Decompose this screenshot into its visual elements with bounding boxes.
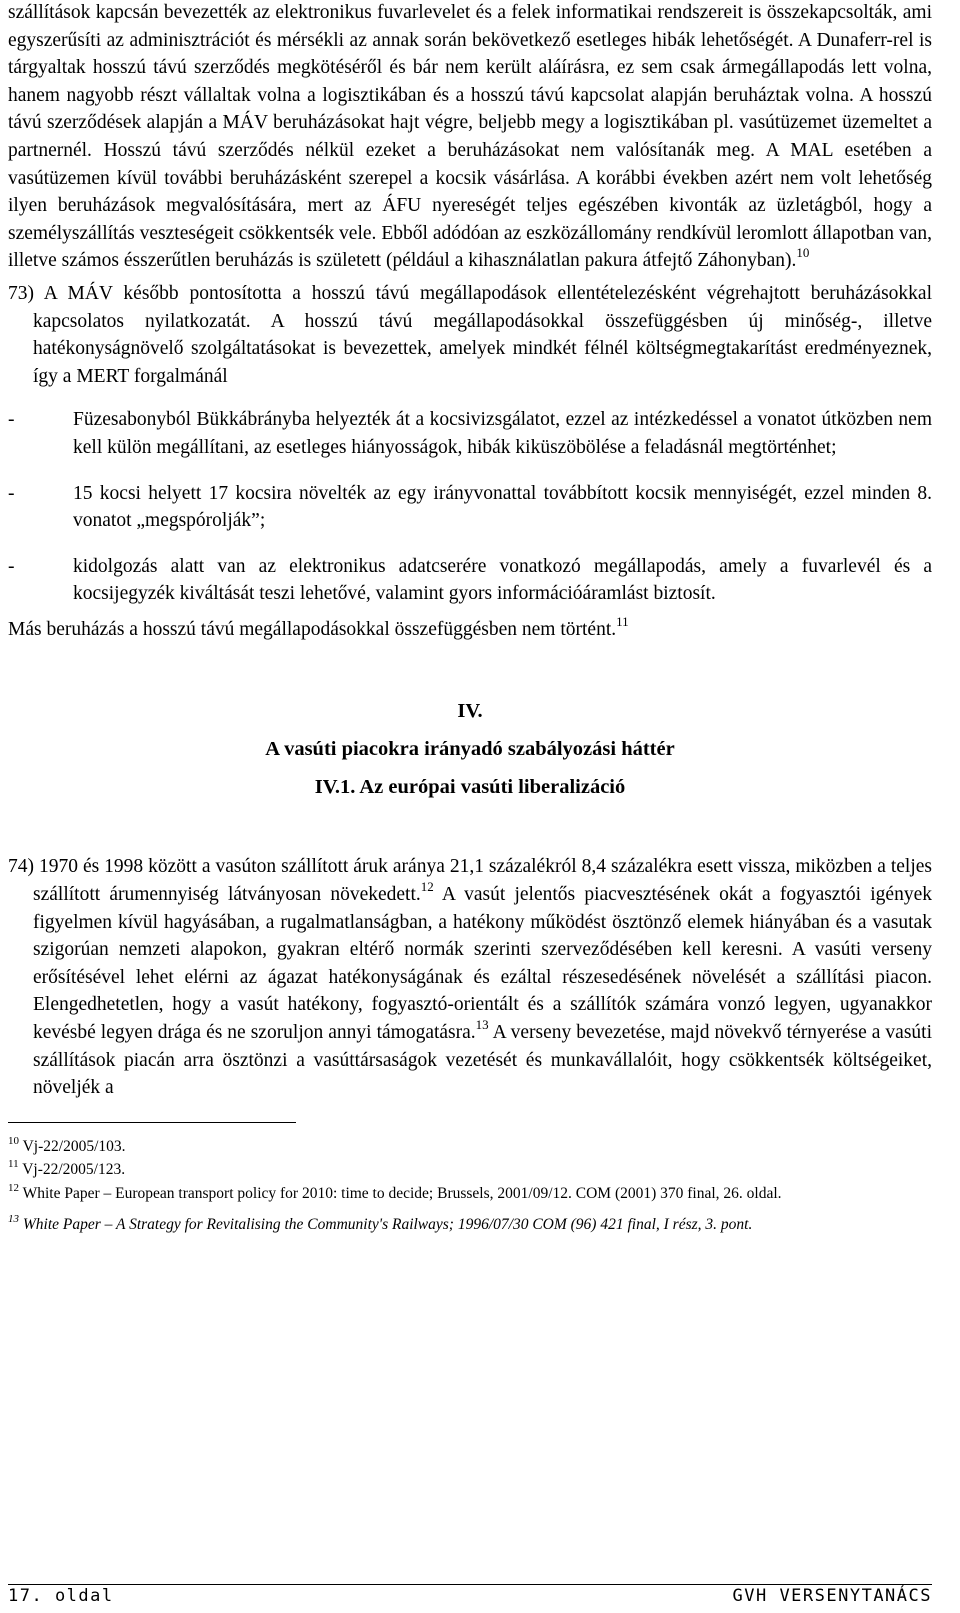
footnote-number: 12 [8, 1181, 19, 1194]
footnote-number: 10 [8, 1134, 19, 1147]
chapter-title: A vasúti piacokra irányadó szabályozási háttér [265, 738, 675, 761]
list-item [8, 553, 932, 608]
paragraph-continuation: szállítások kapcsán bevezették az elektronikus fuvarlevelet és a felek informatikai rendszereit is összekapcsolták, ami egyszerűsíti az adminisztrációt és mérsékli az annak során bekövetkező esetleges hibák lehetőségét. A Dunaferr-rel is tárgyaltak hosszú távú szerződés megkötéséről és bár nem került aláírásra, ez sem csak ármegállapodás lett volna, hanem nagyobb részt vállaltak volna a logisztikában és a hosszú távú kapcsolat alapján beruháztak volna. A hosszú távú szerződések alapján a MÁV beruházásokat hajt végre, beljebb megy a logisztikában pl. vasútüzemet üzemeltet a partnernél. Hosszú távú szerződés nélkül ezeket a beruházásokat nem valósítanák meg. A MAL esetében a vasútüzemen kívül további beruházásként szerepel a kocsik vásárlása. A korábbi években azért nem volt lehetőség ilyen beruházások megvalósítására, mert az ÁFU nyereségét teljes egészében kivonták az üzletágból, hogy a személyszállítás veszteségeit csökkentsék vele. Ebből adódóan az eszközállomány rendkívül leromlott állapotban van, illetve számos ésszerűtlen beruházás is született (például a kihasználatlan pakura átfejtő Záhonyban).$^{10}$ [8, 2, 932, 272]
list-item [8, 480, 932, 535]
page-number: 17. oldal [8, 1586, 114, 1606]
chapter-number: IV. [457, 700, 483, 723]
list-item-text: Füzesabonyból Bükkábrányba helyezték át a kocsivizsgálatot, ezzel az intézkedéssel a vonatot útközben nem kell külön megállítani, az esetleges hiányosságok, hibák kiküszöbölése a feladásnál megtörténhet; [73, 409, 932, 458]
list-dash: - [8, 482, 15, 504]
footnote-number: 11 [8, 1158, 19, 1171]
footnote-number: 13 [8, 1213, 19, 1226]
footnote: $^{13}$ White Paper – A Strategy for Revitalising the Community's Railways; 1996/07/30 COM (96) 421 final, I rész, 3. pont. [8, 1213, 753, 1234]
list-item-text: kidolgozás alatt van az elektronikus adatcserére vonatkozó megállapodás, amely a fuvarlevél és a kocsijegyzék kiváltását teszi lehetővé, valamint gyors információáramlást biztosít. [73, 555, 932, 605]
list-dash: - [8, 555, 15, 577]
section-title: IV.1. Az európai vasúti liberalizáció [314, 776, 626, 799]
list-item [8, 406, 932, 461]
document-page [8, 0, 932, 1239]
section-headings [8, 695, 932, 803]
paragraph-74: 74) 1970 és 1998 között a vasúton szállított áruk aránya 21,1 százalékról 8,4 százalékra esett vissza, miközben a teljes szállított árumennyiség látványosan növekedett.$^{12}$ A vasút jelentős piacvesztésének okát a fogyasztói igények figyelmen kívül hagyásában, a rugalmatlanságban, a hatékony működést ösztönző elemek hiányában és a vasutak szigorúan nemzeti alapokon, gyakran eltérő normák szerinti szerveződésében kell keresni. A vasúti verseny erősítésével lehet elérni az ágazat hatékonyságának és ezáltal részesedésének növelését a szállítási piacon. Elengedhetetlen, hogy a vasút hatékony, fogyasztó-orientált és a szállítók számára vonzó legyen, ugyanakkor kevésbé legyen drága és ne szoruljon annyi támogatásra.$^{13}$ A verseny bevezetése, majd növekvő térnyerése a vasúti szállítások piacán arra ösztönzi a vasúttársaságok vezetését és munkavállalóit, hogy csökkentsék költségeiket, növeljék a [8, 856, 932, 1099]
footnote-ref-12[interactable]: 12 [420, 879, 434, 895]
page-footer [8, 1584, 932, 1607]
footnote: $^{11}$ Vj-22/2005/123. [8, 1158, 126, 1179]
footnote: $^{12}$ White Paper – European transport policy for 2010: time to decide; Brussels, 2001/09/12. COM (2001) 370 final, 26. oldal. [8, 1181, 782, 1202]
bullet-list [8, 406, 932, 608]
footnote-ref-13[interactable]: 13 [475, 1017, 489, 1033]
list-item-text: 15 kocsi helyett 17 kocsira növelték az egy irányvonattal továbbított kocsik mennyiségét, ezzel minden 8. vonatot „megspórolják”; [73, 482, 932, 532]
organization-name: GVH VERSENYTANÁCS [732, 1586, 932, 1606]
footnote-divider [8, 1122, 296, 1123]
paragraph-73: 73) A MÁV később pontosította a hosszú távú megállapodások ellentételezésként végrehajtott beruházásokkal kapcsolatos nyilatkozatát. A hosszú távú megállapodásokkal összefüggésben új minőség-, illetve hatékonyságnövelő szolgáltatásokat is bevezettek, amelyek mindkét félnél költségmegtakarítást eredményeznek, így a MERT forgalmánál [8, 282, 932, 387]
footnote-ref-10[interactable]: 10 [796, 245, 810, 261]
list-dash: - [8, 409, 15, 431]
paragraph-other-investment: Más beruházás a hosszú távú megállapodásokkal összefüggésben nem történt.$^{11}$ [8, 613, 629, 640]
footnote-ref-11[interactable]: 11 [616, 613, 629, 629]
footnote: $^{10}$ Vj-22/2005/103. [8, 1134, 126, 1155]
